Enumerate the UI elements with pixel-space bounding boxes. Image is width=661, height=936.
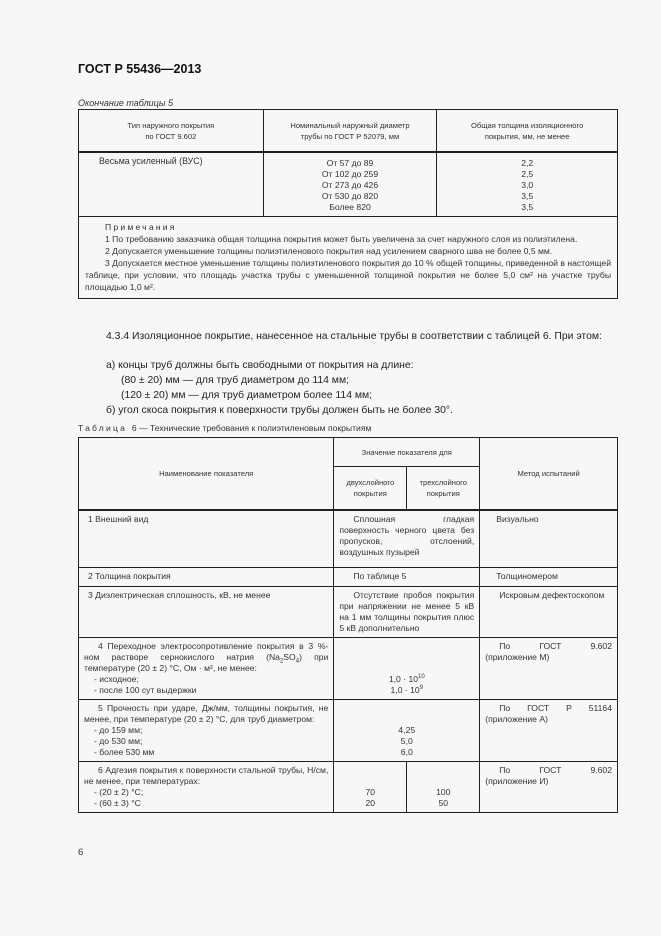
- coating-type: Весьма усиленный (ВУС): [79, 152, 264, 217]
- notes-title: Примечания: [105, 222, 177, 232]
- table-row: 3 Диэлектрическая сплошность, кВ, не менее Отсутствие пробоя покрытия при напряжении не менее 5 кВ на 1 мм толщины покрытия плюс 5 кВ дополнительно Искровым дефектоскопом: [79, 586, 618, 637]
- table-6: [78, 437, 618, 813]
- header-three-layer: трехслойного покрытия: [407, 467, 480, 511]
- table5-notes-row: [79, 217, 618, 299]
- table6-caption: Таблица 6 — Технические требования к полиэтиленовым покрытиям: [78, 423, 372, 433]
- table5-header-type: Тип наружного покрытия по ГОСТ 9.602: [79, 110, 264, 153]
- diameter-list: От 57 до 89 От 102 до 259 От 273 до 426 От 530 до 820 Более 820: [263, 152, 437, 217]
- item-a-1: (80 ± 20) мм — для труб диаметром до 114 мм;: [121, 375, 349, 386]
- document-code: ГОСТ Р 55436—2013: [78, 62, 202, 76]
- thickness-list: 2,2 2,5 3,0 3,5 3,5: [437, 152, 618, 217]
- page-number: 6: [78, 847, 84, 858]
- table-row: 5 Прочность при ударе, Дж/мм, толщины покрытия, не менее, при температуре (20 ± 2) °С, для труб диаметром: - до 159 мм; - до 530 мм; - более 530 мм 4,25 5,0 6,0 По ГОСТ Р 51164 (приложение А): [79, 699, 618, 761]
- header-two-layer: двухслойного покрытия: [334, 467, 407, 511]
- paragraph-4-3-4: 4.3.4 Изоляционное покрытие, нанесенное на стальные трубы в соответствии с таблицей 6. При этом:: [106, 331, 602, 342]
- table-row: 2 Толщина покрытия По таблице 5 Толщиномером: [79, 567, 618, 586]
- table-row: [79, 152, 618, 217]
- header-value-group: Значение показателя для: [334, 438, 480, 467]
- note-3: 3 Допускается местное уменьшение толщины полиэтиленового покрытия до 10 % общей толщины, приведенной в настоящей таблице, при условии, что площадь участка трубы с уменьшенной толщиной покрытия не более 5,0 см² на участке трубы площадью 1,0 м².: [85, 258, 611, 292]
- table5-header-diameter: Номинальный наружный диаметр трубы по ГОСТ Р 52079, мм: [263, 110, 437, 153]
- item-a-2: (120 ± 20) мм — для труб диаметром более 114 мм;: [121, 390, 373, 401]
- table-row: 6 Адгезия покрытия к поверхности стальной трубы, Н/см, не менее, при температурах: - (20 ± 2) °С; - (60 ± 3) °С 70 20 100 50 По ГОСТ 9.602 (приложение И): [79, 761, 618, 812]
- note-2: 2 Допускается уменьшение толщины полиэтиленового покрытия над усилением сварного шва не более 0,5 мм.: [105, 246, 553, 256]
- table-5: [78, 109, 618, 299]
- table5-header-row: [79, 110, 618, 153]
- table6-header-row-1: [79, 438, 618, 467]
- table-row: 4 Переходное электросопротивление покрытия в 3 %-ном растворе сернокислого натрия $(Na_2SO_4)$ при температуре (20 ± 2) °С, Ом · м², не менее: - исходное; - после 100 сут выдержки $1,0 \cdot 10^{10}$ $1,0 \cdot 10^9$ По ГОСТ 9.602 (приложение М): [79, 637, 618, 699]
- header-method: Метод испытаний: [480, 438, 618, 511]
- header-name: Наименование показателя: [79, 438, 334, 511]
- note-1: 1 По требованию заказчика общая толщина покрытия может быть увеличена за счет наружного слоя из полиэтилена.: [105, 234, 578, 244]
- item-b: б) угол скоса покрытия к поверхности трубы должен быть не более 30°.: [106, 405, 453, 416]
- item-a: а) концы труб должны быть свободными от покрытия на длине:: [106, 360, 414, 371]
- table5-header-thickness: Общая толщина изоляционного покрытия, мм, не менее: [437, 110, 618, 153]
- table5-caption: Окончание таблицы 5: [78, 98, 173, 108]
- table-row: 1 Внешний вид Сплошная гладкая поверхность черного цвета без пропусков, отслоений, воздушных пузырей Визуально: [79, 510, 618, 567]
- table5-notes: [79, 217, 618, 299]
